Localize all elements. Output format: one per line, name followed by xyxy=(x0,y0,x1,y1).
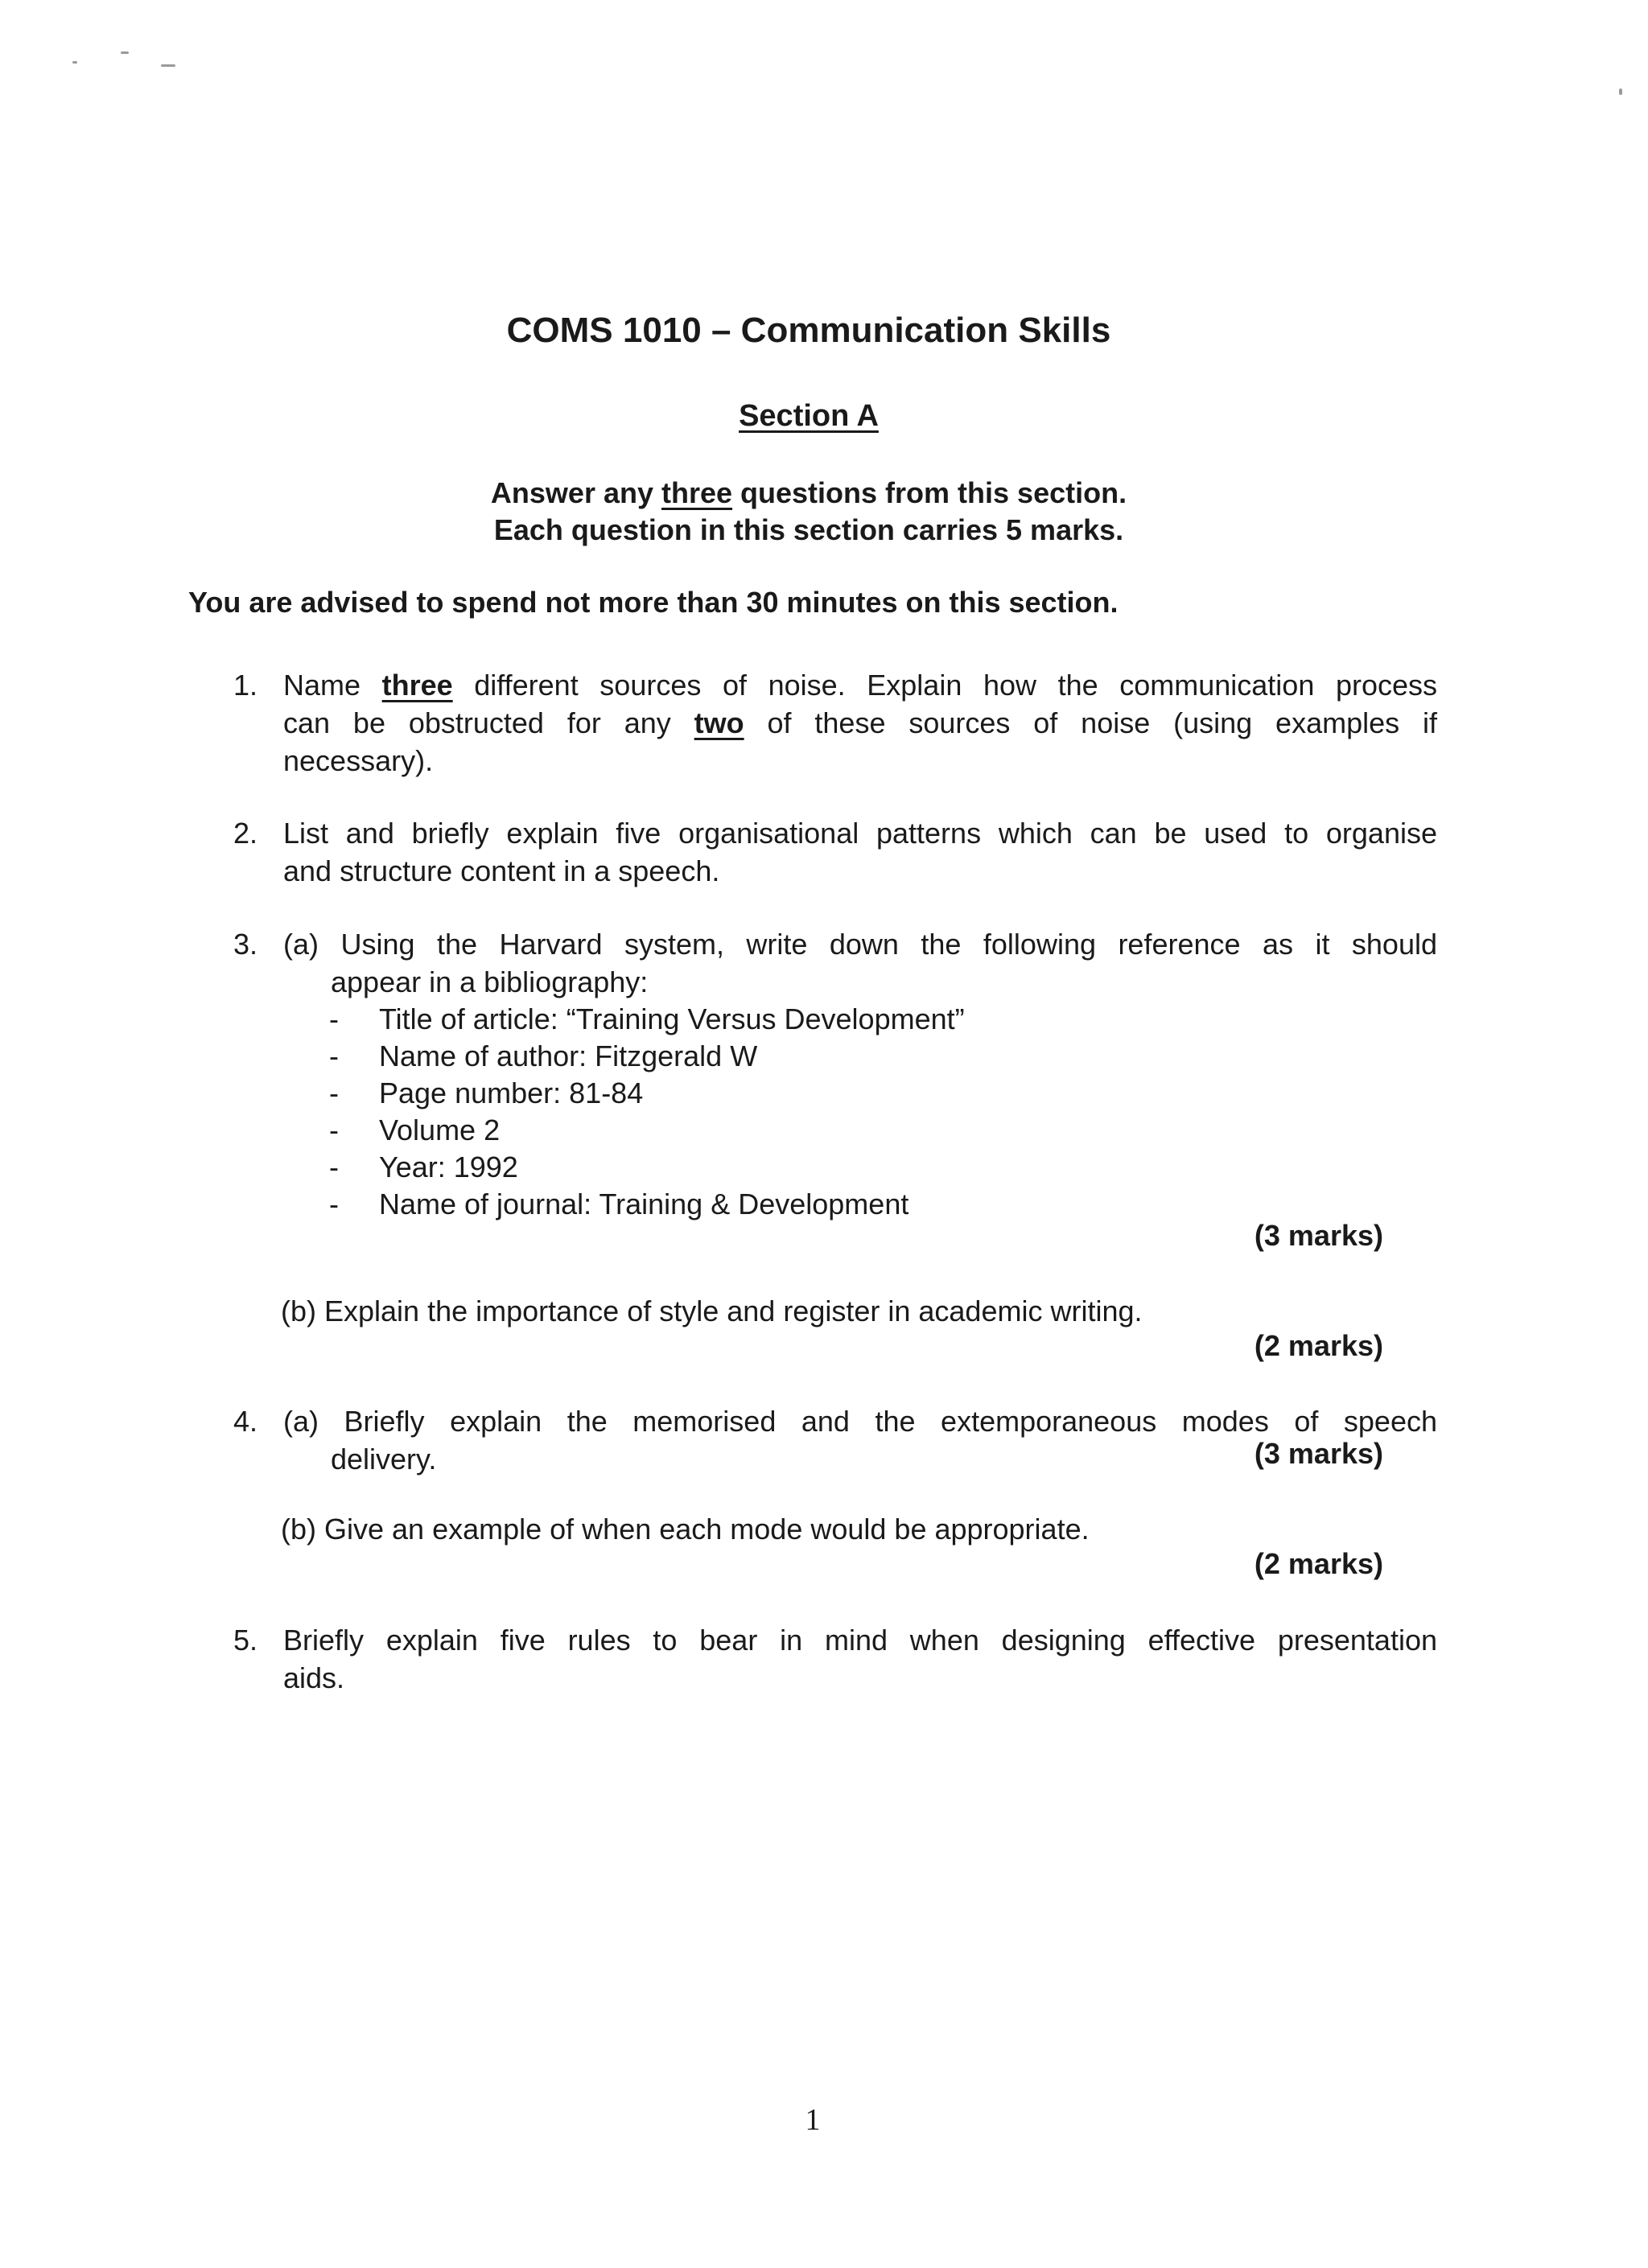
reference-item: Volume 2 xyxy=(379,1113,501,1146)
marks-label: (3 marks) xyxy=(1254,1219,1383,1252)
list-dash: - xyxy=(329,1113,339,1146)
reference-item: Year: 1992 xyxy=(379,1150,518,1183)
question-3a xyxy=(283,925,1437,963)
question-2 xyxy=(283,814,1437,890)
course-title: COMS 1010 – Communication Skills xyxy=(506,311,1111,350)
scan-speck xyxy=(1619,88,1622,95)
instruction-text: questions from this section. xyxy=(732,476,1127,509)
question-line: delivery. xyxy=(331,1443,437,1476)
question-line xyxy=(283,704,1437,742)
scan-speck xyxy=(161,64,175,67)
question-line: necessary). xyxy=(283,744,434,777)
list-dash: - xyxy=(329,1039,339,1072)
question-line: and structure content in a speech. xyxy=(283,854,720,887)
list-dash: - xyxy=(329,1002,339,1035)
question-line: appear in a bibliography: xyxy=(331,965,649,998)
question-number: 1. xyxy=(233,669,258,702)
time-advice: You are advised to spend not more than 30 minutes on this section. xyxy=(188,586,1119,619)
question-text: of these sources of noise (using examples if xyxy=(744,706,1438,739)
list-dash: - xyxy=(329,1076,339,1109)
marks-label: (2 marks) xyxy=(1254,1329,1383,1362)
question-text: Name xyxy=(283,669,382,702)
question-line: (a) Briefly explain the memorised and the extemporaneous modes of speech xyxy=(283,1405,1437,1438)
scan-speck xyxy=(72,61,77,64)
question-number: 5. xyxy=(233,1624,258,1657)
section-heading: Section A xyxy=(739,399,879,433)
question-number: 2. xyxy=(233,817,258,850)
question-emphasis: two xyxy=(694,706,744,739)
reference-item: Page number: 81-84 xyxy=(379,1076,644,1109)
question-line: List and briefly explain five organisational patterns which can be used to organise xyxy=(283,817,1437,850)
question-number: 4. xyxy=(233,1405,258,1438)
question-emphasis: three xyxy=(381,669,453,702)
reference-item: Name of author: Fitzgerald W xyxy=(379,1039,758,1072)
question-1 xyxy=(283,666,1437,780)
list-dash: - xyxy=(329,1188,339,1220)
question-line: aids. xyxy=(283,1661,345,1694)
reference-item: Title of article: “Training Versus Development” xyxy=(379,1002,965,1035)
question-number: 3. xyxy=(233,928,258,961)
reference-item: Name of journal: Training & Development xyxy=(379,1188,909,1220)
instruction-line-1 xyxy=(0,476,1617,510)
instruction-emphasis: three xyxy=(661,476,733,509)
question-4b: (b) Give an example of when each mode would be appropriate. xyxy=(281,1513,1090,1546)
question-5 xyxy=(283,1621,1437,1697)
marks-label: (2 marks) xyxy=(1254,1547,1383,1580)
question-4a xyxy=(283,1402,1437,1440)
question-line xyxy=(283,666,1437,704)
question-text: different sources of noise. Explain how the communication process xyxy=(452,669,1438,702)
page-number: 1 xyxy=(805,2103,821,2137)
marks-label: (3 marks) xyxy=(1254,1437,1383,1470)
scan-speck xyxy=(121,51,129,54)
list-dash: - xyxy=(329,1150,339,1183)
question-line: (a) Using the Harvard system, write down the following reference as it should xyxy=(283,928,1437,961)
instruction-text: Answer any xyxy=(490,476,661,509)
question-text: can be obstructed for any xyxy=(283,706,694,739)
question-line: Briefly explain five rules to bear in mind when designing effective presentation xyxy=(283,1624,1437,1657)
question-3b: (b) Explain the importance of style and register in academic writing. xyxy=(281,1295,1143,1327)
instruction-line-2: Each question in this section carries 5 marks. xyxy=(493,513,1124,546)
